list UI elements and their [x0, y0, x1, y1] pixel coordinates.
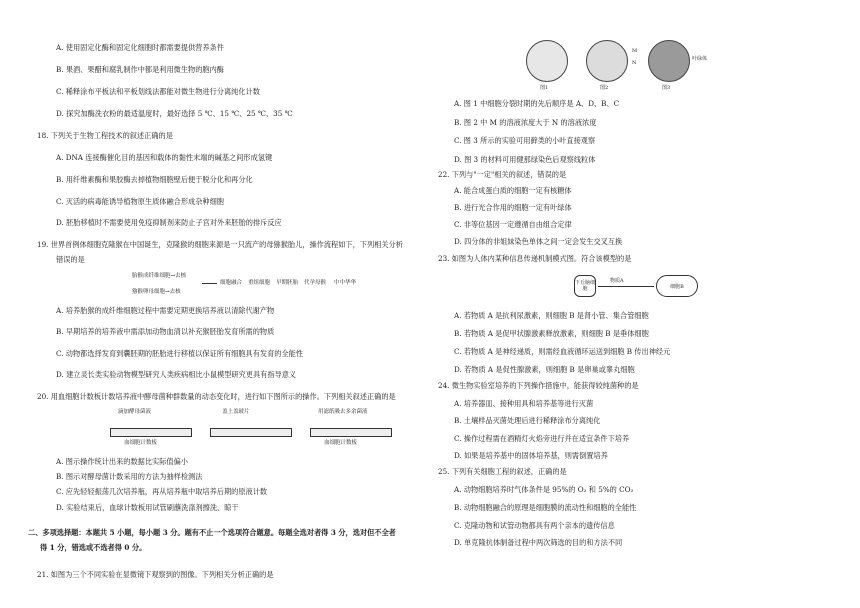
fig19-result: 中中华华 [334, 280, 357, 286]
fig19-row1: 胎猴成纤维细胞→去核 [132, 273, 187, 279]
q17-option-a: A. 使用固定化酶和固定化细胞时都需要提供营养条件 [56, 43, 224, 52]
q22-option-b: B. 进行光合作用的细胞一定有叶绿体 [454, 203, 572, 212]
q18-option-a: A. DNA 连接酶催化目的基因和载体的黏性末端的碱基之间形成氢键 [56, 153, 273, 162]
q18-option-b: B. 用纤维素酶和果胶酶去掉植物细胞壁后便于脱分化和再分化 [56, 175, 253, 184]
fig21-marker-n: N [632, 60, 637, 66]
q20-option-d: D. 实验结束后，血球计数板用试管刷蘸洗涤剂擦洗、晾干 [56, 503, 239, 512]
fig19-step-embryo: 早期胚胎 [276, 280, 299, 286]
q19-option-b: B. 早期培养的培养液中需添加动物血清以补充猴胚胎发育所需的物质 [56, 327, 275, 336]
q19-option-a: A. 培养胎猴的成纤维细胞过程中需要定期更换培养液以清除代谢产物 [56, 306, 275, 315]
section2-header: 二、多项选择题：本题共 5 小题，每小题 3 分。题有不止一个选项符合题意。每题全选对者得 3 分，选对但不全者 [28, 528, 396, 537]
q24-option-c: C. 操作过程需在酒精灯火焰旁进行并在适宜条件下培养 [454, 434, 630, 443]
fig21-label-1: 图1 [540, 85, 549, 91]
q21-option-c: C. 图 3 所示的实验可用藓类的小叶直接观察 [454, 136, 596, 145]
q23-option-a: A. 若物质 A 是抗利尿激素，则细胞 B 是肾小管、集合管细胞 [454, 311, 649, 320]
fig21-label-3: 图3 [662, 85, 671, 91]
fig19-row2: 猕猴卵母细胞→去核 [132, 289, 181, 295]
q24-option-b: B. 土壤样品灭菌处理后进行稀释涂布分离纯化 [454, 416, 601, 425]
fig21-note: 叶绿体 [692, 56, 708, 62]
q19-option-c: C. 动物都选择发育到囊胚期的胚胎进行移植以保证所有细胞具有发育的全能性 [56, 349, 304, 358]
section2-header-cont: 得 1 分，错选或不选者得 0 分。 [40, 543, 147, 552]
q21-figure [524, 38, 714, 96]
q23-option-d: D. 若物质 A 是促性腺激素，则细胞 B 是卵巢或睾丸细胞 [454, 365, 635, 374]
q20-figure [110, 406, 410, 452]
q18-stem: 18. 下列关于生物工程技术的叙述正确的是 [37, 131, 173, 140]
fig19-step-recombinant: 重组细胞 [248, 280, 271, 286]
fig23-substance: 物质A [610, 278, 624, 284]
q20-option-a: A. 图示操作统计出来的数据比实际值偏小 [56, 457, 188, 466]
fig20-blot: 用滤纸吸去多余菌液 [318, 409, 368, 415]
q19-option-d: D. 建立灵长类实验动物模型研究人类疾病相比小鼠模型研究更具有指导意义 [56, 370, 297, 379]
q19-flow-diagram [132, 270, 362, 304]
q21-option-b: B. 图 2 中 M 的溶液浓度大于 N 的溶液浓度 [454, 118, 597, 127]
q17-option-b: B. 果酒、果醋和腐乳制作中都是利用微生物的胞内酶 [56, 65, 224, 74]
fig23-target-cell: 细胞B [656, 275, 698, 297]
fig19-step-surrogate: 代孕母猴 [304, 280, 327, 286]
fig21-image-3 [648, 40, 690, 82]
q25-option-a: A. 动物细胞培养时气体条件是 95%的 O₂ 和 5%的 CO₂ [454, 485, 634, 494]
q20-option-b: B. 图示对酵母菌计数采用的方法为抽样检测法 [56, 472, 203, 481]
fig19-arrow [202, 283, 217, 284]
q23-option-c: C. 若物质 A 是神经递质，则需经血液循环运送到细胞 B 传出神经元 [454, 347, 671, 356]
q22-option-c: C. 非等位基因一定遵循自由组合定律 [454, 220, 572, 229]
fig21-label-2: 图2 [600, 85, 609, 91]
fig21-image-2 [586, 40, 628, 82]
q23-stem: 23. 如图为人体内某种信息传递机制模式图。符合该模型的是 [438, 254, 632, 263]
q24-stem: 24. 微生物实验室培养的下列操作措施中，能获得较纯菌种的是 [438, 381, 639, 390]
fig21-image-1 [526, 40, 568, 82]
fig23-source-cell: 下丘脑细胞 [574, 275, 596, 297]
q20-option-c: C. 应先轻轻振荡几次培养瓶，再从培养瓶中取培养后期的原液计数 [56, 487, 268, 496]
q25-option-b: B. 动物细胞融合的原理是细胞膜的流动性和细胞的全能性 [454, 503, 637, 512]
q22-option-d: D. 四分体的非姐妹染色单体之间一定会发生交叉互换 [454, 237, 623, 246]
q24-option-d: D. 如果是培养基中的固体培养基，则需倒置培养 [454, 451, 608, 460]
q19-stem: 19. 世界首例体细胞克隆猴在中国诞生，克隆猴的细胞来源是一只流产的母猕猴胎儿，操作流程如下，下列相关分析 [37, 240, 403, 249]
q18-option-d: D. 胚胎移植时不需要使用免疫抑制剂来防止子宫对外来胚胎的排斥反应 [56, 218, 282, 227]
q21-stem: 21. 如图为三个不同实验在显微镜下观察到的图像。下列相关分析正确的是 [37, 570, 274, 579]
q17-option-d: D. 探究加酶洗衣粉的最适温度时，最好选择 5 ℃、15 ℃、25 ℃、35 ℃ [56, 109, 293, 118]
fig21-marker-m: M [632, 48, 638, 54]
q25-stem: 25. 下列有关细胞工程的叙述，正确的是 [438, 467, 567, 476]
fig23-arrow [598, 286, 654, 287]
q18-option-c: C. 灭活的病毒能诱导植物原生质体融合形成杂种细胞 [56, 197, 224, 206]
fig20-slide-1 [110, 428, 192, 437]
q20-stem: 20. 用血细胞计数板计数培养液中酵母菌种群数量的动态变化时，进行如下图所示的操作。下列相关叙述正确的是 [37, 392, 396, 401]
q21-option-d: D. 图 3 的材料可用健那绿染色后观察线粒体 [454, 155, 596, 164]
q23-option-b: B. 若物质 A 是促甲状腺激素释放激素，则细胞 B 是垂体细胞 [454, 329, 649, 338]
fig19-step-fusion: 细胞融合 [220, 280, 243, 286]
q17-option-c: C. 稀释涂布平板法和平板划线法都能对微生物进行分离纯化计数 [56, 87, 260, 96]
fig20-slide-3 [310, 428, 392, 437]
fig20-label-3: 血细胞计数板 [324, 440, 358, 446]
q22-stem: 22. 下列与"一定"相关的叙述，错误的是 [438, 170, 567, 179]
fig20-label-1: 血细胞计数板 [124, 440, 158, 446]
fig20-slide-2 [210, 428, 292, 437]
q19-stem-cont: 错误的是 [56, 255, 85, 264]
fig20-drop: 滴加酵母菌液 [118, 409, 152, 415]
q21-option-a: A. 图 1 中细胞分裂时期的先后顺序是 A、D、B、C [454, 99, 620, 108]
q25-option-c: C. 克隆动物和试管动物都具有两个亲本的遗传信息 [454, 521, 615, 530]
q25-option-d: D. 单克隆抗体制备过程中两次筛选的目的和方法不同 [454, 538, 623, 547]
q22-option-a: A. 能合成蛋白质的细胞一定有核糖体 [454, 186, 572, 195]
q24-option-a: A. 培养器皿、接种用具和培养基等进行灭菌 [454, 399, 594, 408]
fig20-cover: 盖上盖玻片 [222, 409, 250, 415]
q23-figure [574, 272, 704, 302]
